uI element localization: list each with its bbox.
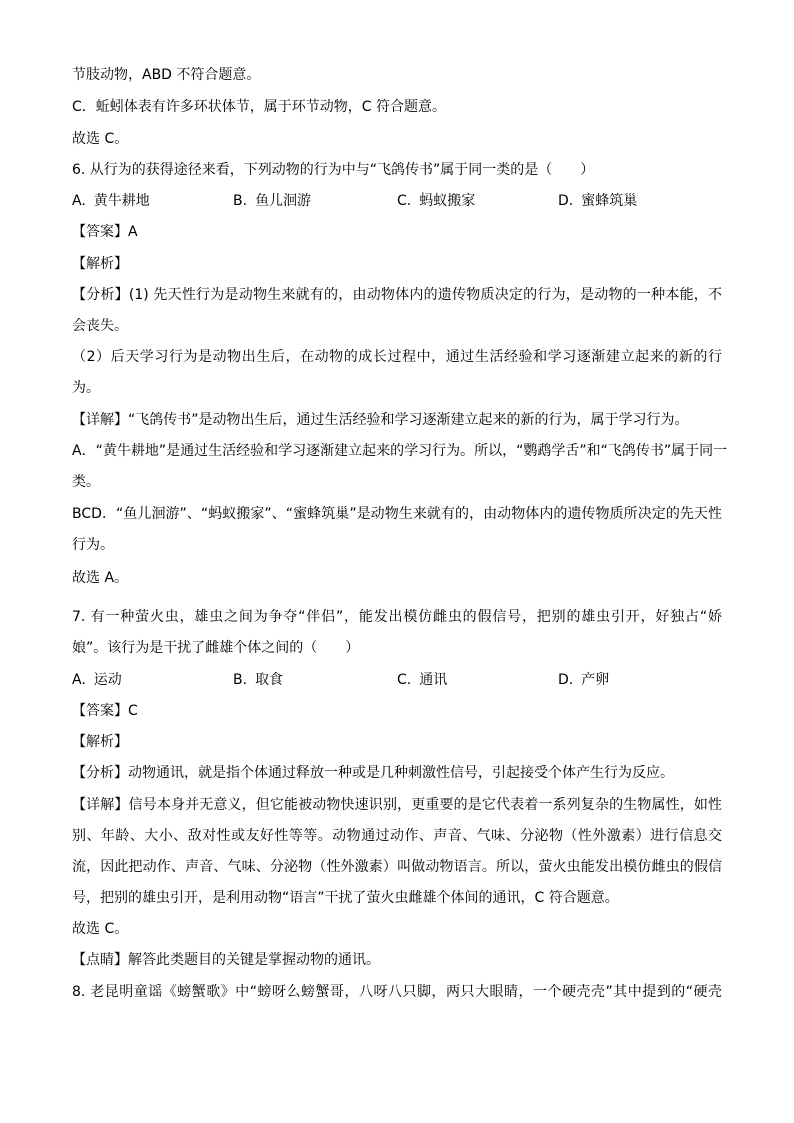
q8-stem: 8. 老昆明童谣《螃蟹歌》中“螃呀么螃蟹哥，八呀八只脚，两只大眼睛，一个硬壳壳”其中提到的“硬壳 (72, 984, 722, 1000)
option-text: 产卵 (581, 672, 610, 688)
q6-detail-line-5: 行为。 (72, 537, 114, 553)
q7-detail-line-2: 别、年龄、大小、敌对性或友好性等等。动物通过动作、声音、气味、分泌物（性外激素）进行信息交 (72, 828, 722, 844)
option-text: 取食 (255, 672, 284, 688)
q5-conclusion: 故选 C。 (72, 131, 129, 147)
q6-detail-line-1 (72, 410, 722, 430)
analysis-label: 【分析】 (72, 765, 128, 781)
q6-conclusion: 故选 A。 (72, 570, 129, 586)
analysis-text: (1) 先天性行为是动物生来就有的，由动物体内的遗传物质决定的行为，是动物的一种本能，不 (128, 287, 723, 303)
detail-text: “飞鸽传书”是动物出生后，通过生活经验和学习逐渐建立起来的新的行为，属于学习行为。 (128, 412, 689, 428)
analysis-label: 【分析】 (72, 287, 129, 303)
detail-text: 信号本身并无意义，但它能被动物快速识别，更重要的是它代表着一系列复杂的生物属性，如性 (128, 797, 723, 813)
tip-text: 解答此类题目的关键是掌握动物的通讯。 (128, 952, 380, 968)
option-letter: C. (397, 672, 412, 688)
answer-value: C (128, 703, 138, 719)
q6-detail-line-4: BCD．“鱼儿洄游”、“蚂蚁搬家”、“蜜蜂筑巢”是动物生来就有的，由动物体内的遗传物质所决定的先天性 (72, 506, 722, 522)
q6-explanation-label: 【解析】 (72, 256, 128, 272)
option-letter: A. (72, 672, 86, 688)
q7-explanation-label: 【解析】 (72, 734, 128, 750)
q5-tail-line-1: 节肢动物，ABD 不符合题意。 (72, 67, 261, 83)
q7-options (72, 670, 722, 690)
q7-stem-line-1: 7. 有一种萤火虫，雄虫之间为争夺“伴侣”，能发出模仿雌虫的假信号，把别的雄虫引开，好独占“娇 (72, 609, 722, 625)
q6-option-a (72, 191, 150, 211)
option-letter: B. (233, 672, 248, 688)
analysis-text: 动物通讯，就是指个体通过释放一种或是几种刺激性信号，引起接受个体产生行为反应。 (128, 765, 674, 781)
option-text: 蜜蜂筑巢 (581, 193, 638, 209)
option-text: 通讯 (419, 672, 448, 688)
q7-analysis-line-1 (72, 763, 722, 783)
q7-option-c (397, 670, 447, 690)
q7-option-a (72, 670, 122, 690)
option-text: 黄牛耕地 (93, 193, 150, 209)
q6-analysis-line-1 (72, 285, 722, 305)
q7-conclusion: 故选 C。 (72, 921, 129, 937)
answer-label: 【答案】 (72, 703, 128, 719)
q7-stem-line-2: 娘”。该行为是干扰了雌雄个体之间的（ ） (72, 640, 360, 656)
q6-option-c (397, 191, 475, 211)
detail-label: 【详解】 (72, 412, 128, 428)
option-letter: D. (558, 193, 574, 209)
q7-option-b (233, 670, 283, 690)
option-letter: B. (233, 193, 248, 209)
q7-detail-line-1 (72, 795, 722, 815)
q7-option-d (558, 670, 609, 690)
answer-value: A (128, 224, 138, 240)
option-text: 运动 (93, 672, 122, 688)
q6-analysis-line-2: 会丧失。 (72, 318, 128, 334)
q6-options (72, 191, 722, 211)
q6-stem: 6. 从行为的获得途径来看，下列动物的行为中与“飞鸽传书”属于同一类的是（ ） (72, 162, 595, 178)
answer-label: 【答案】 (72, 224, 128, 240)
option-text: 蚂蚁搬家 (419, 193, 476, 209)
option-letter: C. (397, 193, 412, 209)
detail-label: 【详解】 (72, 797, 129, 813)
q5-tail-line-2: C．蚯蚓体表有许多环状体节，属于环节动物，C 符合题意。 (72, 99, 446, 115)
q7-detail-line-3: 流，因此把动作、声音、气味、分泌物（性外激素）叫做动物语言。所以，萤火虫能发出模仿雌虫的假信 (72, 859, 722, 875)
option-text: 鱼儿洄游 (255, 193, 312, 209)
option-letter: A. (72, 193, 86, 209)
q6-analysis-line-3: （2）后天学习行为是动物出生后，在动物的成长过程中，通过生活经验和学习逐渐建立起来的新的行 (72, 349, 722, 365)
q7-tip (72, 950, 722, 970)
q6-analysis-line-4: 为。 (72, 380, 100, 396)
option-letter: D. (558, 672, 574, 688)
q6-detail-line-3: 类。 (72, 474, 100, 490)
q6-option-d (558, 191, 637, 211)
q6-option-b (233, 191, 311, 211)
tip-label: 【点睛】 (72, 952, 128, 968)
q6-answer (72, 222, 722, 242)
q6-detail-line-2: A．“黄牛耕地”是通过生活经验和学习逐渐建立起来的学习行为。所以，“鹦鹉学舌”和“飞鸽传书”属于同一 (72, 443, 728, 459)
q7-answer (72, 701, 722, 721)
q7-detail-line-4: 号，把别的雄虫引开，是利用动物“语言”干扰了萤火虫雌雄个体间的通讯，C 符合题意。 (72, 890, 619, 906)
